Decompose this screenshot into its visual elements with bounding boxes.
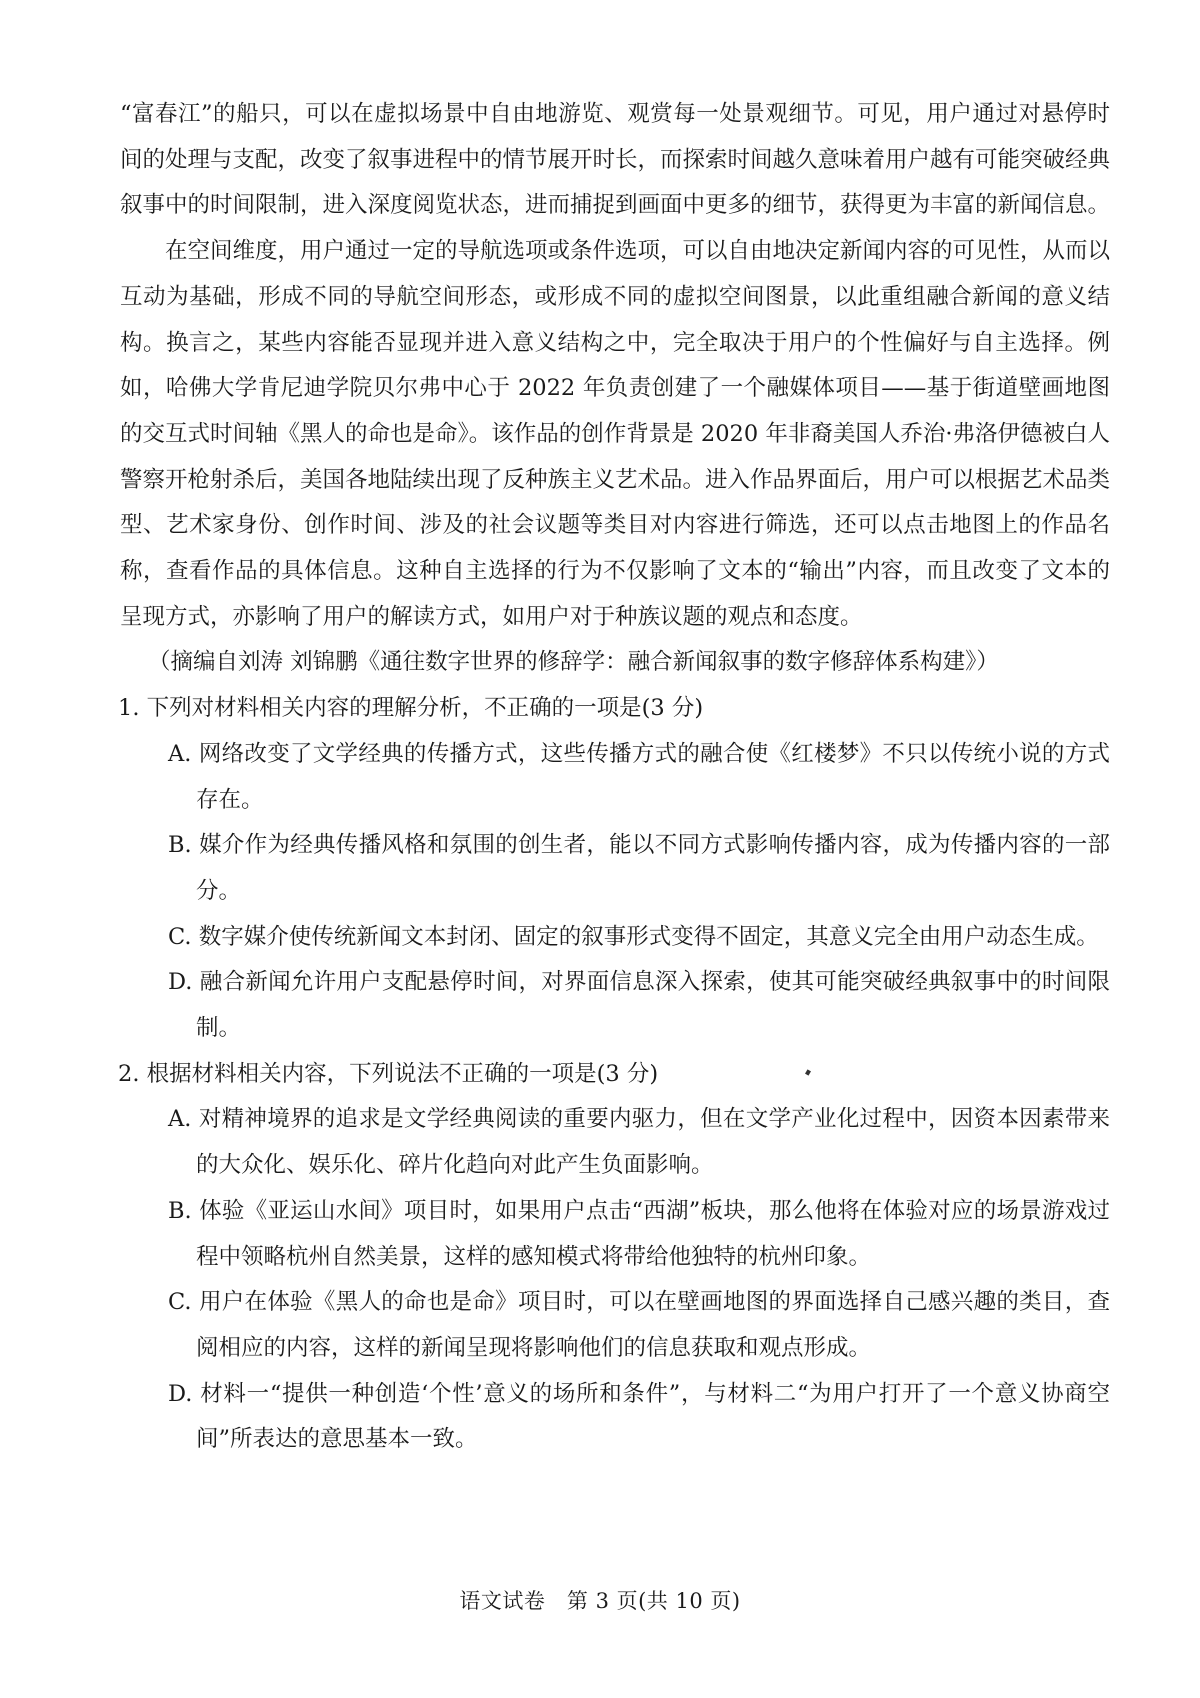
question-1-stem: 1. 下列对材料相关内容的理解分析，不正确的一项是(3 分) bbox=[118, 695, 704, 722]
question-2-option-a: A. 对精神境界的追求是文学经典阅读的重要内驱力，但在文学产业化过程中，因资本因素带来的大众化、娱乐化、碎片化趋向对此产生负面影响。 bbox=[168, 1106, 1110, 1179]
question-2-option-c: C. 用户在体验《黑人的命也是命》项目时，可以在壁画地图的界面选择自己感兴趣的类目，查阅相应的内容，这样的新闻呈现将影响他们的信息获取和观点形成。 bbox=[168, 1289, 1110, 1361]
question-1-option-a: A. 网络改变了文学经典的传播方式，这些传播方式的融合使《红楼梦》不只以传统小说的方式存在。 bbox=[168, 740, 1110, 813]
question-2 bbox=[120, 1052, 1110, 1463]
passage-paragraph-1: “富春江”的船只，可以在虚拟场景中自由地游览、观赏每一处景观细节。可见，用户通过对悬停时间的处理与支配，改变了叙事进程中的情节展开时长，而探索时间越久意味着用户越有可能突破经典叙事中的时间限制，进入深度阅览状态，进而捕捉到画面中更多的细节，获得更为丰富的新闻信息。 bbox=[120, 101, 1111, 219]
passage-source: （摘编自刘涛 刘锦鹏《通往数字世界的修辞学：融合新闻叙事的数字修辞体系构建》） bbox=[148, 649, 999, 676]
page-content bbox=[120, 92, 1110, 1463]
question-1 bbox=[120, 686, 1110, 1052]
question-2-stem: 2. 根据材料相关内容，下列说法不正确的一项是(3 分) bbox=[118, 1060, 659, 1087]
question-1-option-c: C. 数字媒介使传统新闻文本封闭、固定的叙事形式变得不固定，其意义完全由用户动态生成。 bbox=[168, 923, 1099, 950]
question-1-option-b: B. 媒介作为经典传播风格和氛围的创生者，能以不同方式影响传播内容，成为传播内容的一部分。 bbox=[168, 832, 1110, 904]
passage-paragraph-2: 在空间维度，用户通过一定的导航选项或条件选项，可以自由地决定新闻内容的可见性，从而以互动为基础，形成不同的导航空间形态，或形成不同的虚拟空间图景，以此重组融合新闻的意义结构。换言之，某些内容能否显现并进入意义结构之中，完全取决于用户的个性偏好与自主选择。例如，哈佛大学肯尼迪学院贝尔弗中心于 2022 年负责创建了一个融媒体项目——基于街道壁画地图的交互式时间轴《黑人的命也是命》。该作品的创作背景是 2020 年非裔美国人乔治·弗洛伊德被白人警察开枪射杀后，美国各地陆续出现了反种族主义艺术品。进入作品界面后，用户可以根据艺术品类型、艺术家身份、创作时间、涉及的社会议题等类目对内容进行筛选，还可以点击地图上的作品名称，查看作品的具体信息。这种自主选择的行为不仅影响了文本的“输出”内容，而且改变了文本的呈现方式，亦影响了用户的解读方式，如用户对于种族议题的观点和态度。 bbox=[120, 238, 1111, 630]
question-1-option-d: D. 融合新闻允许用户支配悬停时间，对界面信息深入探索，使其可能突破经典叙事中的时间限制。 bbox=[168, 969, 1110, 1042]
page-footer: 语文试卷 第 3 页(共 10 页) bbox=[459, 1589, 741, 1613]
question-2-option-b: B. 体验《亚运山水间》项目时，如果用户点击“西湖”板块，那么他将在体验对应的场景游戏过程中领略杭州自然美景，这样的感知模式将带给他独特的杭州印象。 bbox=[168, 1197, 1110, 1270]
question-2-option-d: D. 材料一“提供一种创造‘个性’意义的场所和条件”，与材料二“为用户打开了一个意义协商空间”所表达的意思基本一致。 bbox=[168, 1380, 1110, 1453]
